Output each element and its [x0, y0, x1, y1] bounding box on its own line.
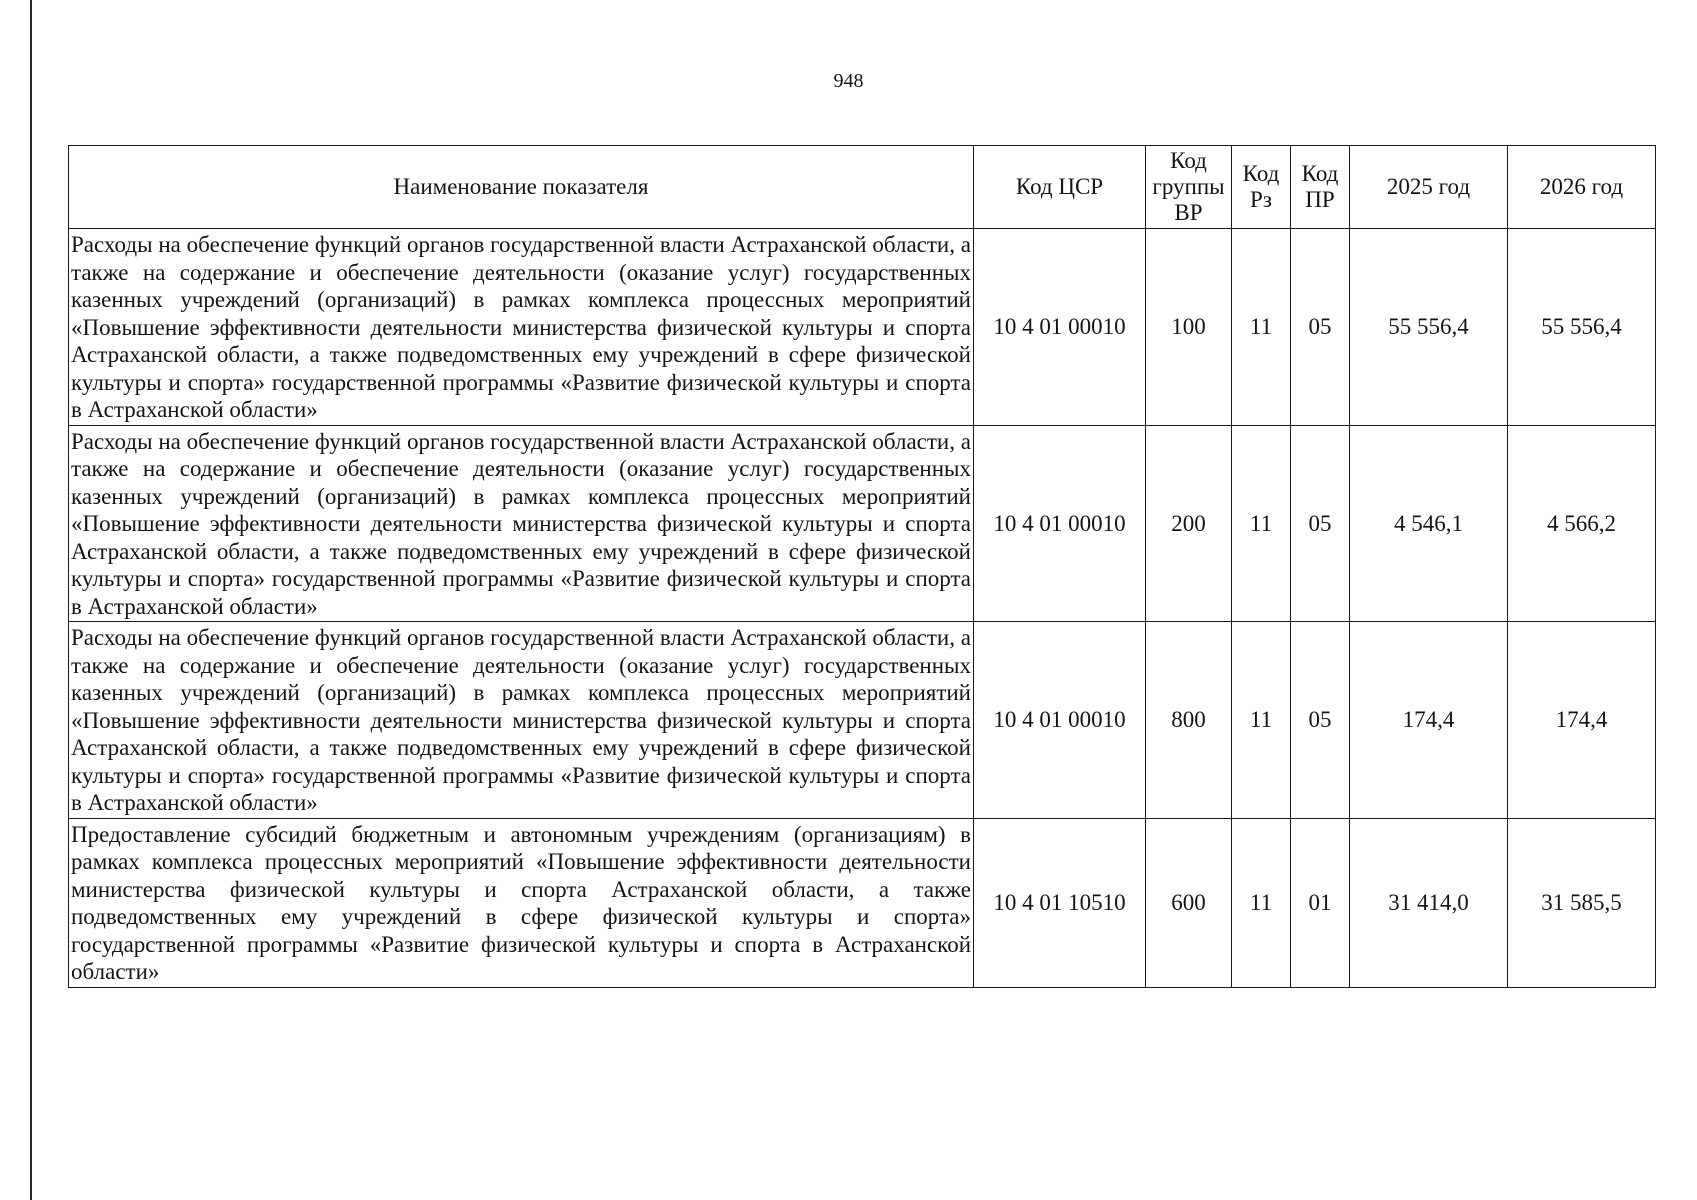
- row-2026: 4 566,2: [1508, 425, 1656, 622]
- header-rz: Код Рз: [1232, 146, 1291, 229]
- row-pr: 05: [1291, 425, 1350, 622]
- row-csr: 10 4 01 00010: [974, 425, 1146, 622]
- row-rz: 11: [1232, 425, 1291, 622]
- budget-table: [68, 145, 1656, 988]
- row-name: [69, 818, 974, 987]
- header-name: Наименование показателя: [69, 146, 974, 229]
- header-pr: Код ПР: [1291, 146, 1350, 229]
- row-csr: 10 4 01 10510: [974, 818, 1146, 987]
- row-rz: 11: [1232, 622, 1291, 819]
- row-name: [69, 425, 974, 622]
- header-2025: 2025 год: [1350, 146, 1508, 229]
- row-csr: 10 4 01 00010: [974, 229, 1146, 426]
- row-name-text: Предоставление субсидий бюджетным и автономным учреждениям (организациям) в рамках комплекса процессных мероприятий «Повышение эффективности деятельности министерства физической культуры и спорта Астраханской области, а также подведомственных ему учреждений в сфере физической культуры и спорта» государственной программы «Развитие физической культуры и спорта в Астраханской области»: [71, 821, 971, 984]
- row-name: [69, 622, 974, 819]
- table-row: [69, 622, 1656, 819]
- table-header-row: [69, 146, 1656, 229]
- row-rz: 11: [1232, 818, 1291, 987]
- row-vr: 100: [1146, 229, 1232, 426]
- row-2025: 55 556,4: [1350, 229, 1508, 426]
- header-2026: 2026 год: [1508, 146, 1656, 229]
- row-2025: 4 546,1: [1350, 425, 1508, 622]
- row-2025: 31 414,0: [1350, 818, 1508, 987]
- page-number: 948: [833, 70, 864, 92]
- row-2025: 174,4: [1350, 622, 1508, 819]
- row-name-text: Расходы на обеспечение функций органов государственной власти Астраханской области, а также на содержание и обеспечение деятельности (оказание услуг) государственных казенных учреждений (организаций) в рамках комплекса процессных мероприятий «Повышение эффективности деятельности министерства физической культуры и спорта Астраханской области, а также подведомственных ему учреждений в сфере физической культуры и спорта» государственной программы «Развитие физической культуры и спорта в Астраханской области»: [71, 232, 971, 422]
- header-vr: Код группы ВР: [1146, 146, 1232, 229]
- row-vr: 200: [1146, 425, 1232, 622]
- table-row: [69, 229, 1656, 426]
- table-row: [69, 818, 1656, 987]
- row-pr: 05: [1291, 229, 1350, 426]
- row-name: [69, 229, 974, 426]
- row-vr: 600: [1146, 818, 1232, 987]
- row-name-text: Расходы на обеспечение функций органов государственной власти Астраханской области, а также на содержание и обеспечение деятельности (оказание услуг) государственных казенных учреждений (организаций) в рамках комплекса процессных мероприятий «Повышение эффективности деятельности министерства физической культуры и спорта Астраханской области, а также подведомственных ему учреждений в сфере физической культуры и спорта» государственной программы «Развитие физической культуры и спорта в Астраханской области»: [71, 625, 971, 815]
- binding-line: [30, 0, 32, 1200]
- row-rz: 11: [1232, 229, 1291, 426]
- row-csr: 10 4 01 00010: [974, 622, 1146, 819]
- row-pr: 01: [1291, 818, 1350, 987]
- row-2026: 31 585,5: [1508, 818, 1656, 987]
- row-pr: 05: [1291, 622, 1350, 819]
- row-2026: 55 556,4: [1508, 229, 1656, 426]
- row-2026: 174,4: [1508, 622, 1656, 819]
- table-row: [69, 425, 1656, 622]
- header-csr: Код ЦСР: [974, 146, 1146, 229]
- row-name-text: Расходы на обеспечение функций органов государственной власти Астраханской области, а также на содержание и обеспечение деятельности (оказание услуг) государственных казенных учреждений (организаций) в рамках комплекса процессных мероприятий «Повышение эффективности деятельности министерства физической культуры и спорта Астраханской области, а также подведомственных ему учреждений в сфере физической культуры и спорта» государственной программы «Развитие физической культуры и спорта в Астраханской области»: [71, 428, 971, 619]
- row-vr: 800: [1146, 622, 1232, 819]
